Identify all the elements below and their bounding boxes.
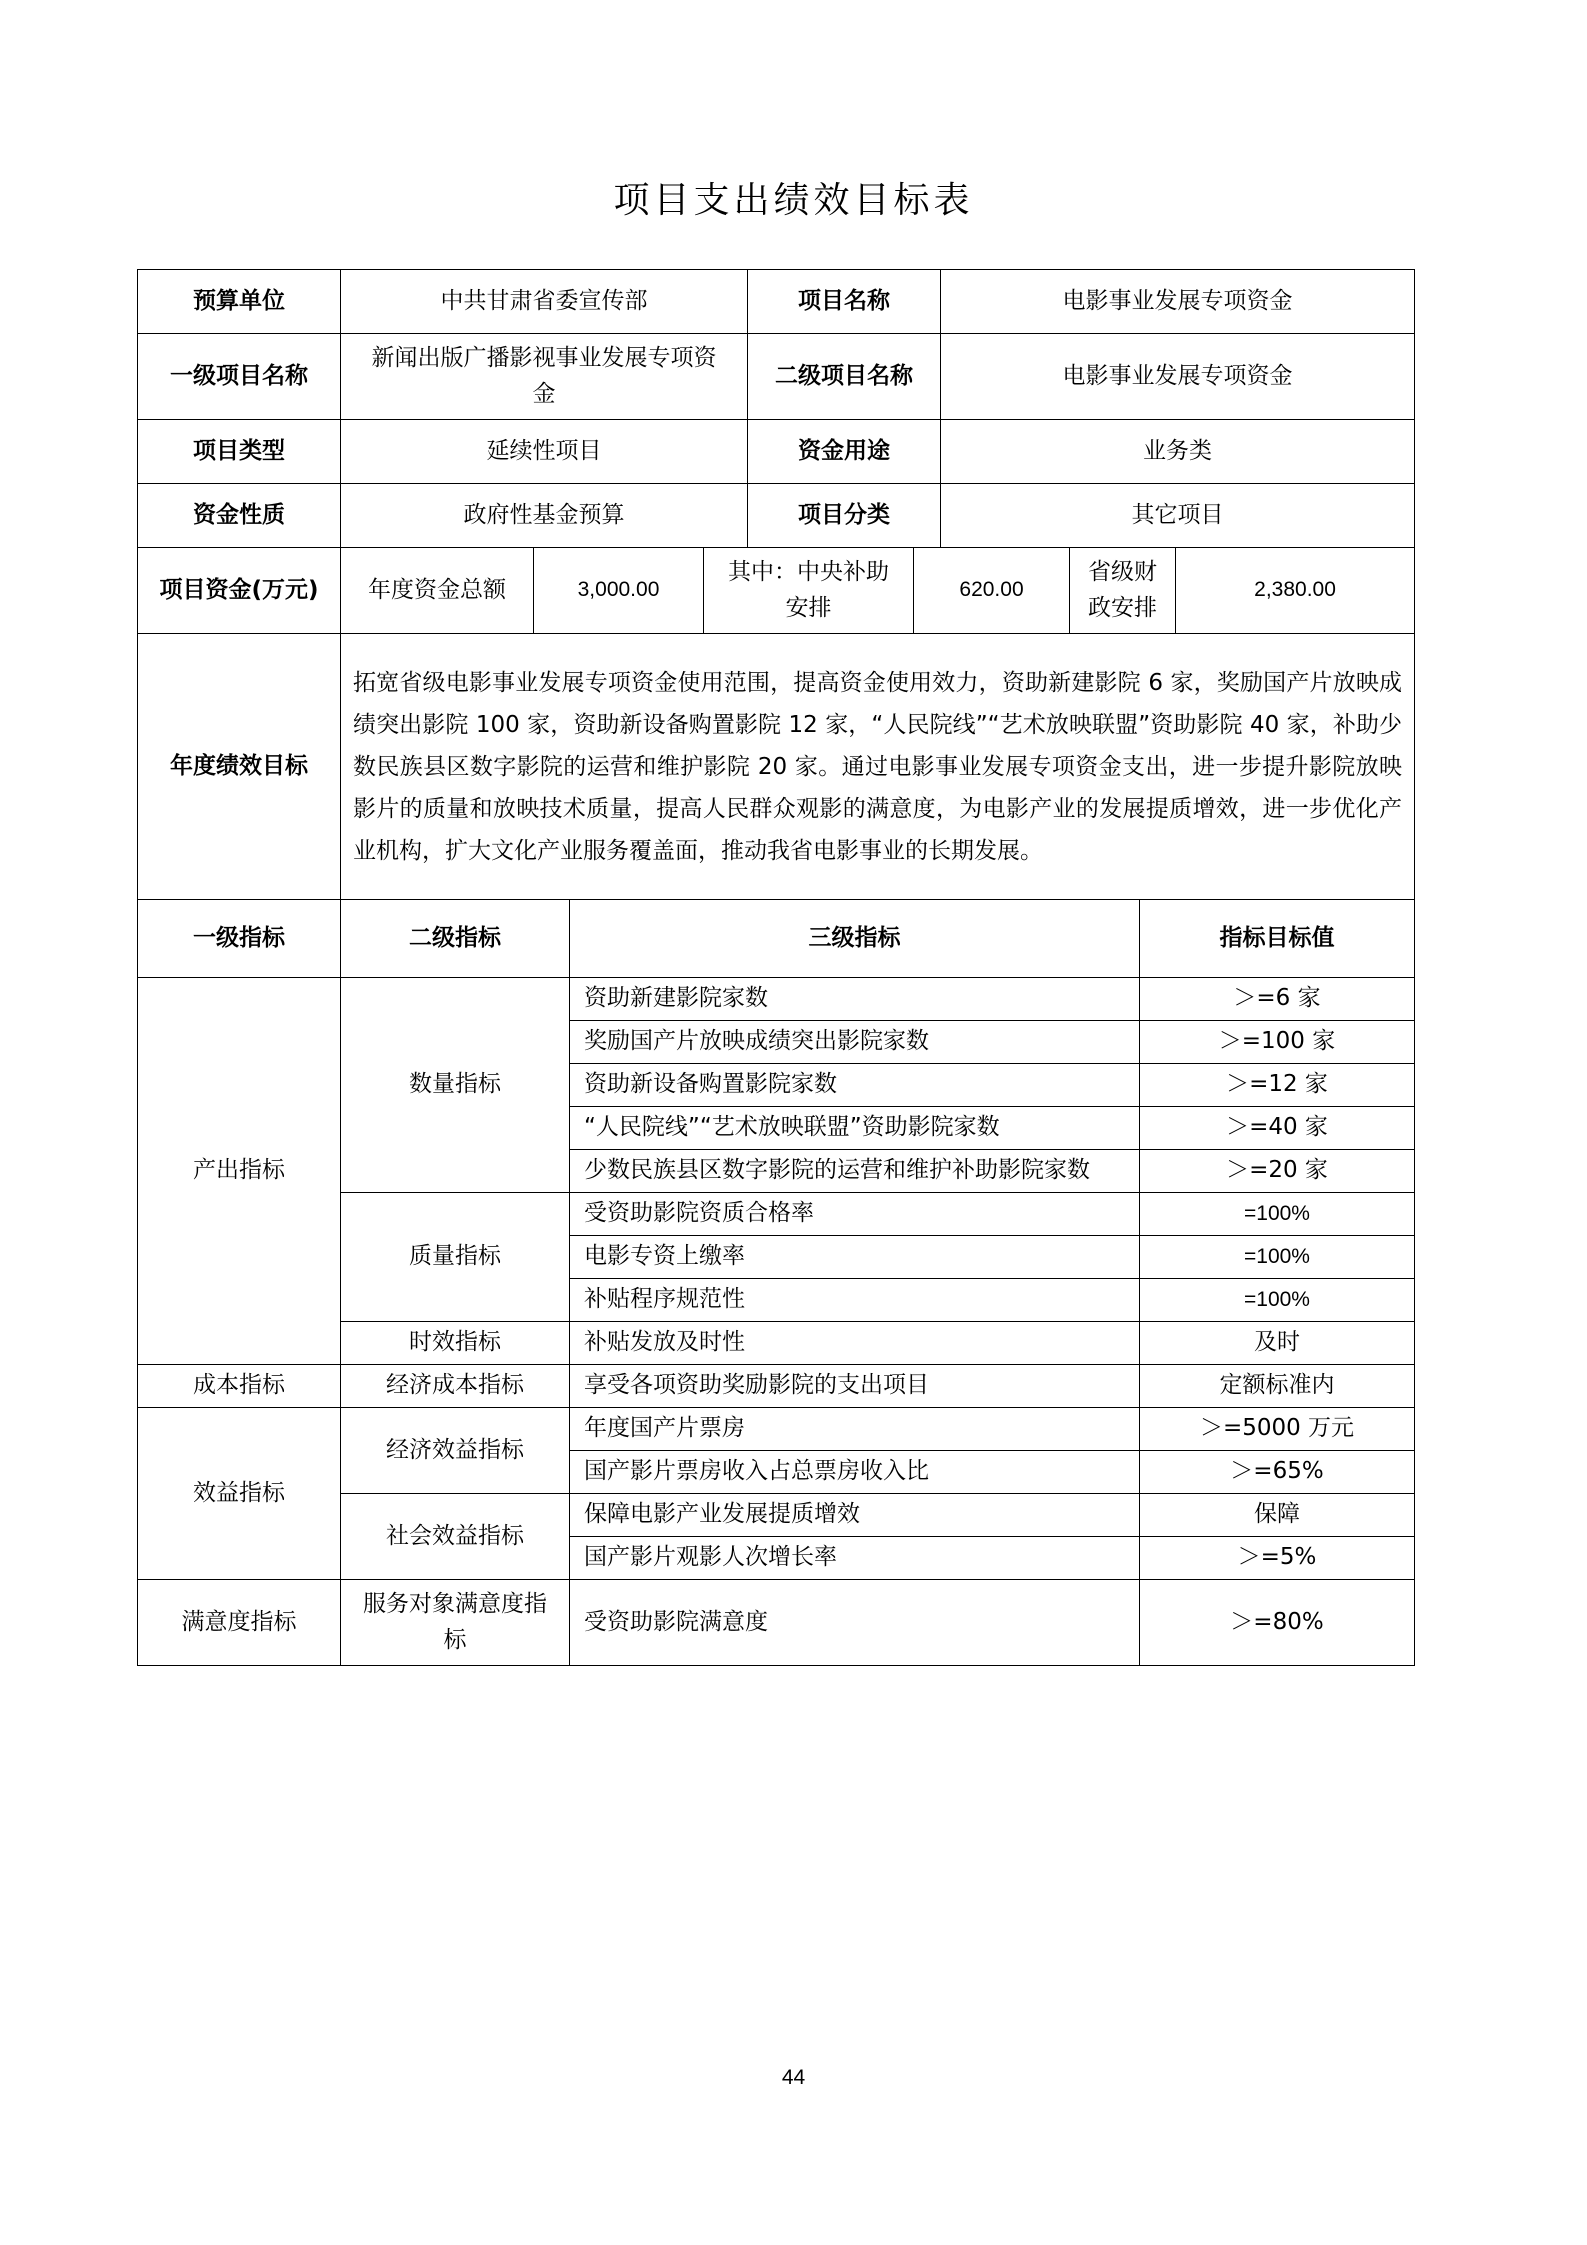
econ-cost-indicator: 经济成本指标 — [341, 1365, 570, 1408]
page-number: 44 — [781, 2066, 806, 2089]
indicator-value: 定额标准内 — [1140, 1365, 1415, 1408]
level2-name-value: 电影事业发展专项资金 — [941, 334, 1415, 420]
quantity-indicator: 数量指标 — [341, 978, 570, 1193]
header-level3: 三级指标 — [570, 900, 1140, 978]
indicator-value: ＞=65% — [1140, 1451, 1415, 1494]
central-subsidy-value: 620.00 — [914, 548, 1070, 634]
header-level2: 二级指标 — [341, 900, 570, 978]
header-level1: 一级指标 — [138, 900, 341, 978]
cost-indicator: 成本指标 — [138, 1365, 341, 1408]
indicator-name: 受资助影院资质合格率 — [570, 1193, 1140, 1236]
indicator-value: ＞=5% — [1140, 1537, 1415, 1580]
project-info-table — [137, 269, 1415, 900]
indicator-value: ＞=100 家 — [1140, 1021, 1415, 1064]
social-benefit-indicator: 社会效益指标 — [341, 1494, 570, 1580]
project-name-value: 电影事业发展专项资金 — [941, 270, 1415, 334]
indicator-name: 奖励国产片放映成绩突出影院家数 — [570, 1021, 1140, 1064]
level1-name-value: 新闻出版广播影视事业发展专项资金 — [341, 334, 748, 420]
indicator-name: “人民院线”“艺术放映联盟”资助影院家数 — [570, 1107, 1140, 1150]
annual-goal-label: 年度绩效目标 — [138, 634, 341, 900]
project-name-label: 项目名称 — [748, 270, 941, 334]
indicator-value: ＞=12 家 — [1140, 1064, 1415, 1107]
indicator-name: 少数民族县区数字影院的运营和维护补助影院家数 — [570, 1150, 1140, 1193]
benefit-indicator: 效益指标 — [138, 1408, 341, 1580]
provincial-finance-value: 2,380.00 — [1176, 548, 1415, 634]
indicator-name: 电影专资上缴率 — [570, 1236, 1140, 1279]
indicator-value: =100% — [1140, 1236, 1415, 1279]
indicator-name: 享受各项资助奖励影院的支出项目 — [570, 1365, 1140, 1408]
project-fund-label: 项目资金(万元) — [138, 548, 341, 634]
quality-indicator: 质量指标 — [341, 1193, 570, 1322]
project-category-value: 其它项目 — [941, 484, 1415, 548]
timeliness-indicator: 时效指标 — [341, 1322, 570, 1365]
provincial-finance-label: 省级财政安排 — [1070, 548, 1176, 634]
indicator-value: =100% — [1140, 1193, 1415, 1236]
indicator-value: ＞=5000 万元 — [1140, 1408, 1415, 1451]
budget-unit-label: 预算单位 — [138, 270, 341, 334]
indicator-name: 年度国产片票房 — [570, 1408, 1140, 1451]
central-subsidy-label: 其中：中央补助安排 — [704, 548, 914, 634]
indicator-name: 补贴发放及时性 — [570, 1322, 1140, 1365]
indicator-value: 保障 — [1140, 1494, 1415, 1537]
service-satisfaction-indicator: 服务对象满意度指标 — [341, 1580, 570, 1666]
level1-name-label: 一级项目名称 — [138, 334, 341, 420]
header-target: 指标目标值 — [1140, 900, 1415, 978]
indicator-value: 及时 — [1140, 1322, 1415, 1365]
indicator-value: ＞=20 家 — [1140, 1150, 1415, 1193]
indicator-value: ＞=6 家 — [1140, 978, 1415, 1021]
indicator-name: 补贴程序规范性 — [570, 1279, 1140, 1322]
indicator-value: ＞=80% — [1140, 1580, 1415, 1666]
indicator-name: 资助新建影院家数 — [570, 978, 1140, 1021]
indicator-name: 受资助影院满意度 — [570, 1580, 1140, 1666]
annual-goal-text: 拓宽省级电影事业发展专项资金使用范围，提高资金使用效力，资助新建影院 6 家，奖励国产片放映成绩突出影院 100 家，资助新设备购置影院 12 家，“人民院线”“艺术放映联盟”资助影院 40 家，补助少数民族县区数字影院的运营和维护影院 20 家。通过电影事业发展专项资金支出，进一步提升影院放映影片的质量和放映技术质量，提高人民群众观影的满意度，为电影产业的发展提质增效，进一步优化产业机构，扩大文化产业服务覆盖面，推动我省电影事业的长期发展。 — [341, 634, 1415, 900]
indicator-value: =100% — [1140, 1279, 1415, 1322]
fund-nature-value: 政府性基金预算 — [341, 484, 748, 548]
fund-usage-label: 资金用途 — [748, 420, 941, 484]
satisfaction-indicator: 满意度指标 — [138, 1580, 341, 1666]
indicator-name: 资助新设备购置影院家数 — [570, 1064, 1140, 1107]
indicator-name: 国产影片观影人次增长率 — [570, 1537, 1140, 1580]
indicator-name: 保障电影产业发展提质增效 — [570, 1494, 1140, 1537]
page-title: 项目支出绩效目标表 — [613, 180, 974, 221]
econ-benefit-indicator: 经济效益指标 — [341, 1408, 570, 1494]
fund-usage-value: 业务类 — [941, 420, 1415, 484]
indicator-table — [137, 899, 1415, 1666]
indicator-name: 国产影片票房收入占总票房收入比 — [570, 1451, 1140, 1494]
budget-unit-value: 中共甘肃省委宣传部 — [341, 270, 748, 334]
project-type-label: 项目类型 — [138, 420, 341, 484]
annual-total-value: 3,000.00 — [534, 548, 704, 634]
output-indicator: 产出指标 — [138, 978, 341, 1365]
fund-nature-label: 资金性质 — [138, 484, 341, 548]
annual-total-label: 年度资金总额 — [341, 548, 534, 634]
indicator-value: ＞=40 家 — [1140, 1107, 1415, 1150]
project-category-label: 项目分类 — [748, 484, 941, 548]
level2-name-label: 二级项目名称 — [748, 334, 941, 420]
project-type-value: 延续性项目 — [341, 420, 748, 484]
